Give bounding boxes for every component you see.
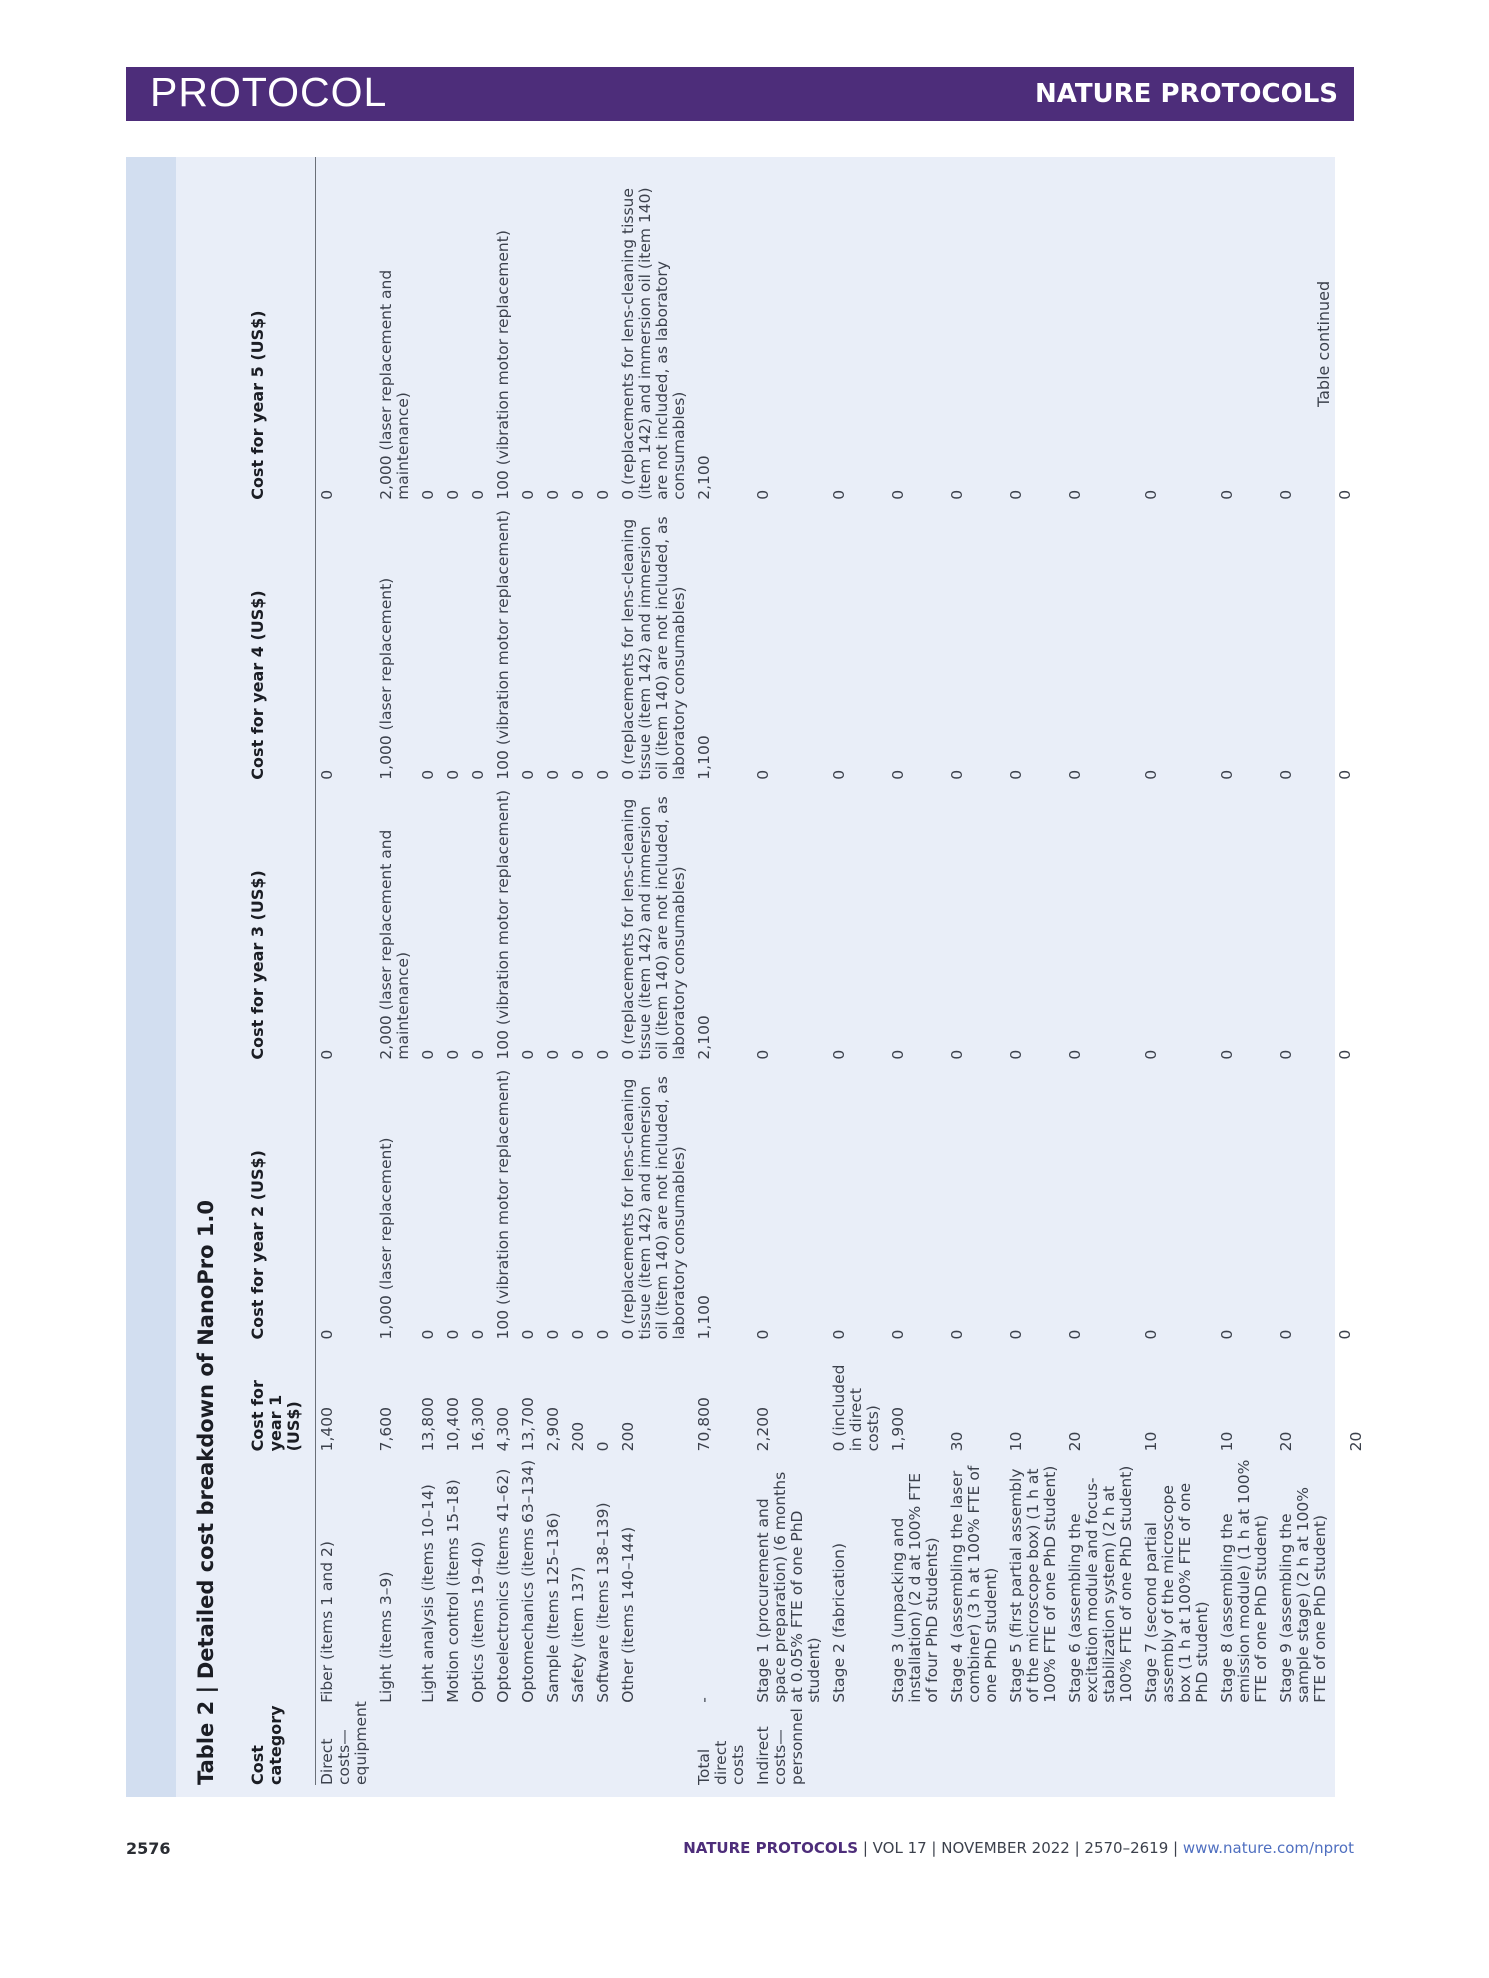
table-cell: 0 (1277, 769, 1295, 780)
table-cell: Other (items 140–144) (619, 1526, 637, 1703)
table-cell: 200 (619, 1421, 637, 1452)
table-cell (1064, 1703, 1140, 1785)
table-cell: 20 (1066, 1431, 1084, 1452)
table-cell: 0 (1007, 489, 1025, 500)
table-cell: 0 (included in direct costs) (830, 1364, 882, 1452)
table-cell (467, 1703, 492, 1785)
table-cell: 30 (948, 1431, 966, 1452)
table-cell: Total direct costs (695, 1740, 747, 1785)
table-cell: Sample (Items 125–136) (544, 1512, 562, 1703)
footer-journal: NATURE PROTOCOLS (683, 1839, 859, 1857)
page-number: 2576 (126, 1839, 171, 1858)
table-cell (1005, 1703, 1064, 1785)
table-row (828, 157, 887, 1785)
table-cell: 20 (1277, 1431, 1295, 1452)
table-cell: 0 (444, 489, 462, 500)
table-cell: Direct costs—equipment (318, 1701, 370, 1785)
table-cell: 2,200 (754, 1407, 772, 1452)
table-cell: 0 (889, 1329, 907, 1340)
column-header: Cost category (238, 1703, 316, 1785)
table-cell: Stage 9 (assembling the sample stage) (2 h at 100% FTE of one PhD student) (1277, 1487, 1329, 1703)
table-cell: 0 (830, 1329, 848, 1340)
table-row (617, 157, 693, 1785)
cost-table (238, 157, 1370, 1785)
column-header (238, 1451, 316, 1702)
table-cell: 1,900 (889, 1407, 907, 1452)
table-cell: 0 (318, 769, 336, 780)
footer-volume: | VOL 17 | NOVEMBER 2022 | 2570–2619 | (858, 1839, 1183, 1857)
table-cell: 16,300 (469, 1397, 487, 1452)
table-cell (887, 1703, 946, 1785)
table-cell: 0 (1218, 1329, 1236, 1340)
rotated-table-area (180, 157, 1365, 1797)
table-cell: 10 (1007, 1431, 1025, 1452)
table-cell: 0 (948, 1049, 966, 1060)
title-strip (126, 157, 176, 1797)
table-cell: 0 (1007, 1049, 1025, 1060)
table-cell: 0 (594, 769, 612, 780)
table-cell: 0 (318, 1329, 336, 1340)
table-continued-note: Table continued (1314, 280, 1333, 407)
table-cell: 0 (1336, 489, 1354, 500)
table-cell (1334, 1703, 1370, 1785)
table-cell: 2,100 (695, 455, 713, 500)
table-cell: - (695, 1697, 713, 1703)
table-cell: 2,100 (695, 1015, 713, 1060)
table-cell: 0 (594, 1329, 612, 1340)
table-cell: 2,900 (544, 1407, 562, 1452)
table-cell (567, 1703, 592, 1785)
table-row (1334, 157, 1370, 1785)
table-row (567, 157, 592, 1785)
table-cell: 0 (948, 769, 966, 780)
table-cell: Stage 7 (second partial assembly of the microscope box (1 h at 100% FTE of one PhD student) (1142, 1482, 1211, 1703)
column-header: Cost for year 5 (US$) (238, 157, 316, 500)
table-cell: 0 (469, 769, 487, 780)
table-row (316, 157, 376, 1785)
table-cell: 0 (544, 1329, 562, 1340)
table-label: Table 2 | (194, 1685, 218, 1785)
table-cell: 0 (1066, 1329, 1084, 1340)
column-header: Cost for year 4 (US$) (238, 500, 316, 780)
table-cell: 0 (1007, 1329, 1025, 1340)
table-cell: 0 (1336, 1329, 1354, 1340)
table-cell: 10 (1142, 1431, 1160, 1452)
table-caption: Detailed cost breakdown of NanoPro 1.0 (194, 1199, 218, 1680)
table-cell (617, 1703, 693, 1785)
table-cell: 0 (544, 769, 562, 780)
table-cell: Optoelectronics (items 41–62) (494, 1468, 512, 1703)
table-cell: Fiber (items 1 and 2) (318, 1541, 336, 1703)
table-cell (492, 1703, 517, 1785)
table-cell: 0 (830, 1049, 848, 1060)
table-cell: Motion control (items 15–18) (444, 1479, 462, 1703)
table-row (492, 157, 517, 1785)
table-cell: 0 (419, 489, 437, 500)
table-cell (417, 1703, 442, 1785)
table-cell: 100 (vibration motor replacement) (494, 510, 512, 780)
table-cell (828, 1703, 887, 1785)
table-cell: 0 (948, 489, 966, 500)
table-cell (946, 1703, 1005, 1785)
journal-name: NATURE PROTOCOLS (1034, 79, 1338, 109)
table-cell: 0 (889, 769, 907, 780)
table-cell: 0 (318, 1049, 336, 1060)
table-cell: 0 (754, 769, 772, 780)
table-cell: 0 (544, 1049, 562, 1060)
table-cell: 0 (1277, 1049, 1295, 1060)
table-cell: 0 (569, 489, 587, 500)
table-cell: Stage 3 (unpacking and installation) (2 d at 100% FTE of four PhD students) (889, 1472, 941, 1703)
table-cell: 0 (519, 769, 537, 780)
table-row (1064, 157, 1140, 1785)
table-cell: 2,000 (laser replacement and maintenance) (377, 269, 412, 500)
table-cell (517, 1703, 542, 1785)
table-cell: 0 (469, 1049, 487, 1060)
table-cell: 10,400 (444, 1397, 462, 1452)
table-cell: 0 (1142, 769, 1160, 780)
column-header: Cost for year 3 (US$) (238, 780, 316, 1060)
table-cell: 0 (444, 1049, 462, 1060)
table-row (946, 157, 1005, 1785)
table-row (542, 157, 567, 1785)
table-cell: 1,000 (laser replacement) (377, 577, 395, 780)
table-body (316, 157, 1371, 1785)
table-cell: 0 (1218, 489, 1236, 500)
table-cell (542, 1703, 567, 1785)
table-cell: 0 (569, 769, 587, 780)
table-row (1140, 157, 1216, 1785)
table-row (592, 157, 617, 1785)
table-cell: 1,400 (318, 1407, 336, 1452)
column-header: Cost for year 2 (US$) (238, 1060, 316, 1340)
table-cell: 20 (1347, 1431, 1365, 1452)
table-cell: 100 (vibration motor replacement) (494, 230, 512, 500)
table-cell: 0 (1277, 489, 1295, 500)
table-cell: 1,000 (laser replacement) (377, 1137, 395, 1340)
table-header-row (238, 157, 316, 1785)
table-cell: 0 (754, 1049, 772, 1060)
table-cell: 0 (444, 1329, 462, 1340)
table-cell: 100 (vibration motor replacement) (494, 1069, 512, 1340)
table-title (180, 157, 230, 1797)
table-cell: 0 (419, 769, 437, 780)
table-cell: 0 (754, 489, 772, 500)
table-cell: 0 (754, 1329, 772, 1340)
table-cell: Stage 6 (assembling the excitation module and focus-stabilization system) (2 h at 100% FTE of one PhD student) (1066, 1465, 1135, 1703)
table-cell: Safety (item 137) (569, 1566, 587, 1703)
table-row (517, 157, 542, 1785)
table-cell: Stage 4 (assembling the laser combiner) (3 h at 100% FTE of one PhD student) (948, 1465, 1000, 1703)
table-cell: 0 (1142, 1049, 1160, 1060)
section-banner (126, 67, 1354, 121)
table-cell: Software (items 138–139) (594, 1502, 612, 1703)
table-cell: 70,800 (695, 1397, 713, 1452)
table-cell: 0 (830, 489, 848, 500)
table-cell (1216, 1703, 1275, 1785)
table-cell: 0 (1336, 1049, 1354, 1060)
table-cell: 13,800 (419, 1397, 437, 1452)
table-row (375, 157, 417, 1785)
table-cell: Stage 2 (fabrication) (830, 1542, 848, 1703)
table-cell: 2,000 (laser replacement and maintenance) (377, 829, 412, 1060)
table-cell (1334, 1451, 1370, 1702)
table-cell: 1,100 (695, 1295, 713, 1340)
table-cell: 0 (519, 1049, 537, 1060)
table-cell: 0 (1277, 1329, 1295, 1340)
table-cell: 0 (569, 1049, 587, 1060)
table-cell: 0 (1336, 769, 1354, 780)
table-cell: 0 (594, 1049, 612, 1060)
table-cell: 0 (replacements for lens-cleaning tissue (item 142) and immersion oil (item 140) are not included, as laboratory consumables) (619, 796, 688, 1060)
table-cell: 100 (vibration motor replacement) (494, 789, 512, 1060)
table-cell: 0 (830, 769, 848, 780)
table-cell: 0 (544, 489, 562, 500)
table-cell: 200 (569, 1421, 587, 1452)
table-row (693, 157, 752, 1785)
table-cell: 4,300 (494, 1407, 512, 1452)
table-cell: Stage 1 (procurement and space preparation) (6 months at 0.05% FTE of one PhD student) (754, 1471, 823, 1703)
table-cell: 0 (1066, 769, 1084, 780)
table-cell: Indirect costs—personnel (754, 1708, 806, 1785)
table-cell: 0 (1218, 1049, 1236, 1060)
table-cell: Optics (items 19–40) (469, 1541, 487, 1703)
table-cell: 0 (1142, 1329, 1160, 1340)
table-cell: 0 (replacements for lens-cleaning tissue (item 142) and immersion oil (item 140) are not included, as laboratory consumables) (619, 1076, 688, 1340)
table-row (417, 157, 442, 1785)
table-cell: 0 (889, 489, 907, 500)
table-cell: 0 (594, 489, 612, 500)
table-cell (1140, 1703, 1216, 1785)
section-label: PROTOCOL (150, 69, 388, 115)
table-row (1216, 157, 1275, 1785)
table-cell: 0 (519, 489, 537, 500)
table-cell: 0 (1218, 769, 1236, 780)
table-cell: 0 (444, 769, 462, 780)
table-cell: 7,600 (377, 1407, 395, 1452)
table-cell: 13,700 (519, 1397, 537, 1452)
table-cell: 0 (419, 1329, 437, 1340)
table-cell: 0 (replacements for lens-cleaning tissue (item 142) and immersion oil (item 140) are not included, as laboratory consumables) (619, 187, 688, 500)
column-header: Cost for year 1 (US$) (238, 1339, 316, 1451)
table-cell: 0 (318, 489, 336, 500)
table-cell (442, 1703, 467, 1785)
table-cell: 0 (replacements for lens-cleaning tissue (item 142) and immersion oil (item 140) are not included, as laboratory consumables) (619, 516, 688, 780)
footer-citation (683, 1839, 1354, 1857)
table-cell: 0 (469, 1329, 487, 1340)
table-cell: Light analysis (items 10–14) (419, 1484, 437, 1703)
table-cell: 0 (1142, 489, 1160, 500)
table-row (887, 157, 946, 1785)
table-row (1005, 157, 1064, 1785)
footer-url[interactable]: www.nature.com/nprot (1182, 1839, 1354, 1857)
table-cell: 0 (469, 489, 487, 500)
table-cell: 0 (519, 1329, 537, 1340)
table-cell: 1,100 (695, 735, 713, 780)
table-cell: 0 (889, 1049, 907, 1060)
table-cell: Stage 5 (first partial assembly of the microscope box) (1 h at 100% FTE of one PhD student) (1007, 1465, 1059, 1703)
table-cell: Stage 8 (assembling the emission module) (1 h at 100% FTE of one PhD student) (1218, 1459, 1270, 1703)
table-cell (1275, 1703, 1334, 1785)
table-cell: 0 (594, 1441, 612, 1452)
table-cell (592, 1703, 617, 1785)
table-cell: 0 (948, 1329, 966, 1340)
table-cell: 0 (1066, 1049, 1084, 1060)
table-cell: 0 (569, 1329, 587, 1340)
table-cell: Optomechanics (items 63–134) (519, 1459, 537, 1703)
table-cell: 0 (1007, 769, 1025, 780)
table-cell (375, 1703, 417, 1785)
table-cell: 10 (1218, 1431, 1236, 1452)
table-cell: Light (items 3–9) (377, 1571, 395, 1703)
table-row (467, 157, 492, 1785)
table-cell: 0 (419, 1049, 437, 1060)
table-row (752, 157, 828, 1785)
table-row (442, 157, 467, 1785)
table-cell: 0 (1066, 489, 1084, 500)
